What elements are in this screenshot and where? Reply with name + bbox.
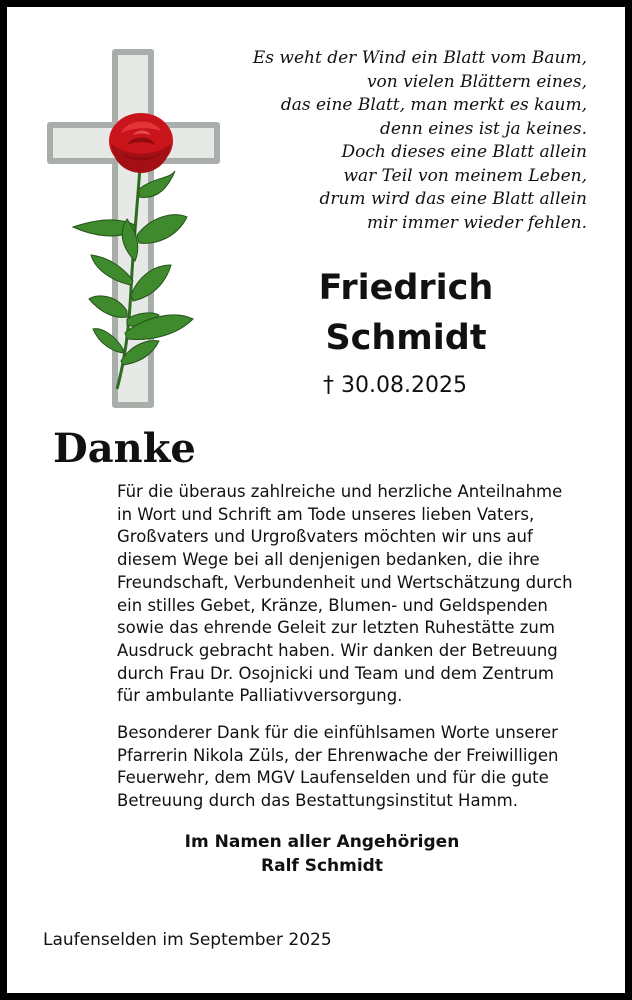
poem-line: mir immer wieder fehlen. [366,212,587,233]
poem-line: denn eines ist ja keines. [379,118,587,139]
text-line: Pfarrerin Nikola Züls, der Ehrenwache der Freiwilligen [117,745,559,765]
text-line: ein stilles Gebet, Kränze, Blumen- und Geldspenden [117,595,548,615]
poem [207,47,587,235]
text-line: sowie das ehrende Geleit zur letzten Ruhestätte zum [117,618,555,638]
signature-line: Im Namen aller Angehörigen [184,832,460,852]
thanks-text [117,481,607,813]
text-line: Großvaters und Urgroßvaters möchten wir uns auf [117,527,533,547]
text-line: Besonderer Dank für die einfühlsamen Worte unserer [117,723,558,743]
cross-with-rose-icon [47,49,222,411]
text-line: für ambulante Palliativversorgung. [117,686,403,706]
thanks-heading: Danke [53,425,196,472]
text-line: Ausdruck gebracht haben. Wir danken der Betreuung [117,640,558,660]
poem-line: drum wird das eine Blatt allein [319,189,587,209]
deceased-first-name: Friedrich [318,268,494,308]
poem-line: war Teil von meinem Leben, [343,165,587,186]
text-line: Betreuung durch das Bestattungsinstitut Hamm. [117,791,518,811]
signature-name: Ralf Schmidt [261,856,383,876]
death-date: † 30.08.2025 [323,373,467,398]
text-line: durch Frau Dr. Osojnicki und Team und dem Zentrum [117,663,555,683]
text-line: Feuerwehr, dem MGV Laufenselden und für die gute [117,768,549,788]
place-date: Laufenselden im September 2025 [43,930,332,950]
poem-line: von vielen Blättern eines, [366,71,587,92]
text-line: Freundschaft, Verbundenheit und Wertschätzung durch [117,572,573,592]
text-line: Für die überaus zahlreiche und herzliche Anteilnahme [117,482,563,501]
poem-line: Es weht der Wind ein Blatt vom Baum, [252,48,587,68]
text-line: diesem Wege bei all denjenigen bedanken, die ihre [117,550,540,570]
signature [117,830,527,878]
paragraph-thanks [117,481,607,708]
poem-line: Doch dieses eine Blatt allein [341,142,587,162]
deceased-name [267,263,545,363]
deceased-last-name: Schmidt [325,318,487,358]
poem-line: das eine Blatt, man merkt es kaum, [280,95,587,115]
paragraph-special-thanks [117,722,607,813]
text-line: in Wort und Schrift am Tode unseres lieben Vaters, [117,504,535,524]
